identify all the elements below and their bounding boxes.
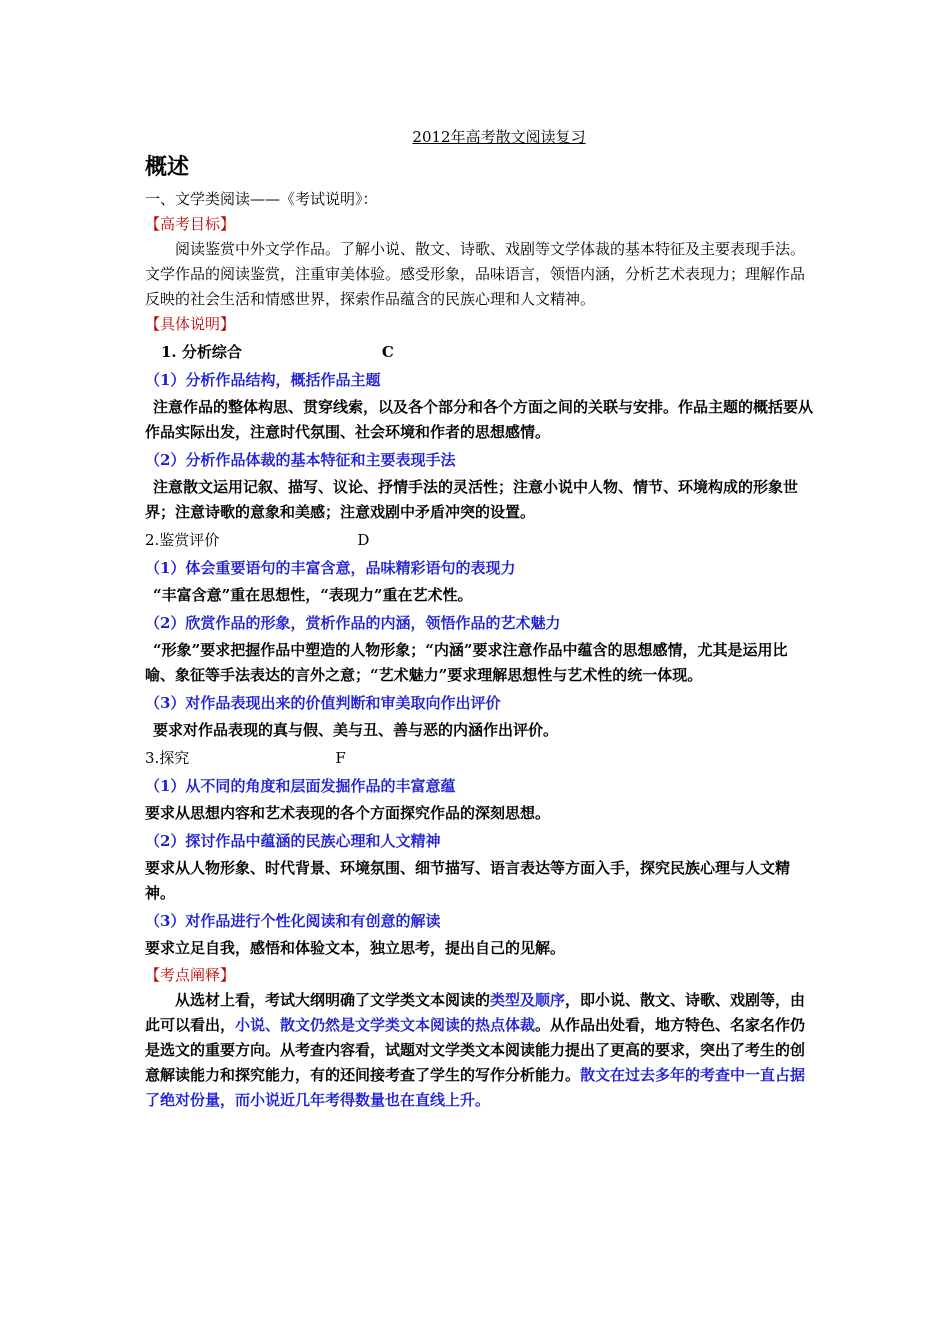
sub-item-text: 要求立足自我，感悟和体验文本，独立思考，提出自己的见解。 (145, 939, 566, 957)
sub-item-label: （2）欣赏作品的形象，赏析作品的内涵，领悟作品的艺术魅力 (145, 614, 561, 632)
sub-item-text: “形象”要求把握作品中塑造的人物形象；“内涵”要求注意作品中蕴含的思想感情，尤其是运用比喻、象征等手法表达的言外之意；“艺术魅力”要求理解思想性与艺术性的统一体现。 (145, 641, 788, 684)
kaodian-text-2: ，即小说、散文、诗歌、戏剧等，由此可以看出， (145, 991, 806, 1034)
sub-item-label: （3）对作品进行个性化阅读和有创意的解读 (145, 912, 441, 930)
sub-item-label: （2）探讨作品中蕴涵的民族心理和人文精神 (145, 832, 441, 850)
sub-item-text: 注意作品的整体构思、贯穿线索，以及各个部分和各个方面之间的关联与安排。作品主题的概括要从作品实际出发，注意时代氛围、社会环境和作者的思想感情。 (145, 398, 814, 441)
kaodian-text-3: 。从作品出处看，地方特色、名家名作仍是选文的重要方向。从考查内容看，试题对文学类文本阅读能力提出了更高的要求，突出了考生的创意解读能力和探究能力，有的还间接考查了学生的写作分析能力。 (145, 1016, 806, 1084)
item-heading (145, 528, 813, 553)
detail-items (145, 340, 813, 961)
sub-item-label: （1）分析作品结构，概括作品主题 (145, 371, 381, 389)
document-title: 2012年高考散文阅读复习 (412, 128, 586, 146)
sub-item-text: 要求从人物形象、时代背景、环境氛围、细节描写、语言表达等方面入手，探究民族心理与人文精神。 (145, 859, 791, 902)
item-title: 1. 分析综合 (161, 343, 242, 361)
item-title: 3.探究 (145, 749, 190, 767)
item-grade: D (357, 531, 370, 549)
document-body (145, 126, 813, 1113)
sub-item-text: 注意散文运用记叙、描写、议论、抒情手法的灵活性；注意小说中人物、情节、环境构成的形象世界；注意诗歌的意象和美感；注意戏剧中矛盾冲突的设置。 (145, 478, 799, 521)
sub-item-label: （3）对作品表现出来的价值判断和审美取向作出评价 (145, 694, 501, 712)
kaodian-highlight-2: 小说、散文仍然是文学类文本阅读的热点体裁 (235, 1016, 536, 1034)
item-title: 2.鉴赏评价 (145, 531, 220, 549)
overview-heading: 概述 (145, 154, 190, 180)
kaodian-text-1: 从选材上看，考试大纲明确了文学类文本阅读的 (175, 991, 491, 1009)
sub-item-text: 要求对作品表现的真与假、美与丑、善与恶的内涵作出评价。 (153, 721, 559, 739)
sub-item-label: （1）体会重要语句的丰富含意，品味精彩语句的表现力 (145, 559, 516, 577)
kaodian-highlight-1: 类型及顺序 (490, 991, 566, 1009)
sub-item-text: 要求从思想内容和艺术表现的各个方面探究作品的深刻思想。 (145, 804, 551, 822)
item-grade: C (381, 343, 394, 361)
detail-tag: 【具体说明】 (145, 315, 236, 333)
sub-item-label: （2）分析作品体裁的基本特征和主要表现手法 (145, 451, 456, 469)
goal-paragraph: 阅读鉴赏中外文学作品。了解小说、散文、诗歌、戏剧等文学体裁的基本特征及主要表现手法。文学作品的阅读鉴赏，注重审美体验。感受形象，品味语言，领悟内涵，分析艺术表现力；理解作品反映的社会生活和情感世界，探索作品蕴含的民族心理和人文精神。 (145, 240, 806, 308)
kaodian-paragraph (145, 988, 813, 1113)
section-one-heading: 一、文学类阅读——《考试说明》： (145, 190, 378, 208)
kaodian-highlight-3: 散文在过去多年的考查中一直占据了绝对份量，而小说近几年考得数量也在直线上升。 (145, 1066, 806, 1109)
item-heading (145, 340, 813, 365)
goal-tag: 【高考目标】 (145, 215, 236, 233)
item-heading (145, 746, 813, 771)
sub-item-text: “丰富含意”重在思想性，“表现力”重在艺术性。 (153, 586, 473, 604)
kaodian-tag: 【考点阐释】 (145, 966, 236, 984)
item-grade: F (335, 749, 346, 767)
sub-item-label: （1）从不同的角度和层面发掘作品的丰富意蕴 (145, 777, 456, 795)
